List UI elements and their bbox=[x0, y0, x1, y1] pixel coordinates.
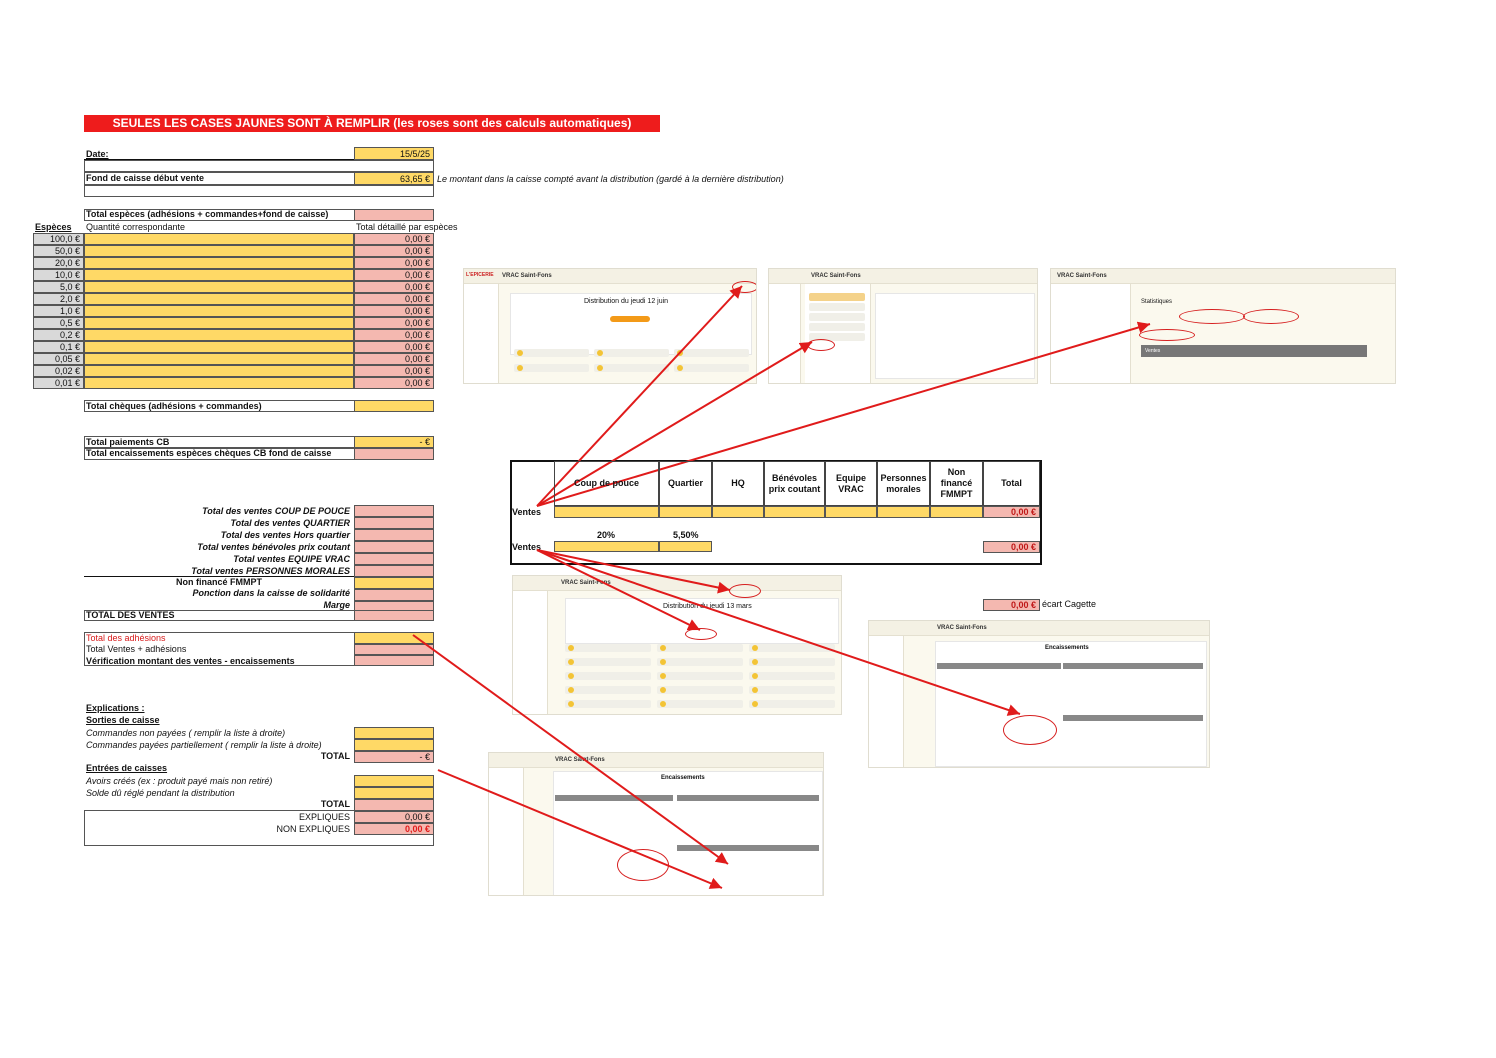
screenshot-heading: Distribution du jeudi 12 juin bbox=[584, 298, 669, 305]
denom-label: 5,0 € bbox=[33, 281, 84, 293]
ventes-row2-label: Ventes bbox=[512, 542, 542, 552]
denom-total: 0,00 € bbox=[354, 365, 434, 377]
screenshot-title: VRAC Saint-Fons bbox=[1051, 269, 1395, 284]
ventes-table-header: Quartier bbox=[659, 461, 712, 506]
non-expliques-value: 0,00 € bbox=[354, 823, 434, 835]
encaissements-heading: Encaissements bbox=[661, 775, 705, 781]
total-ventes-label: TOTAL DES VENTES bbox=[86, 610, 175, 620]
ventes-table-header: Coup de pouce bbox=[554, 461, 659, 506]
ventes-label: Total ventes PERSONNES MORALES bbox=[191, 566, 350, 576]
denom-total: 0,00 € bbox=[354, 317, 434, 329]
denom-label: 0,2 € bbox=[33, 329, 84, 341]
denom-label: 1,0 € bbox=[33, 305, 84, 317]
denom-qty-input[interactable] bbox=[84, 341, 354, 353]
ventes-row1-input[interactable] bbox=[712, 506, 764, 518]
ventes-row1-label: Ventes bbox=[512, 507, 542, 517]
ventes-label: Total des ventes Hors quartier bbox=[220, 530, 350, 540]
total-sorties-label: TOTAL bbox=[320, 751, 350, 761]
denom-total: 0,00 € bbox=[354, 305, 434, 317]
encaissements-heading: Encaissements bbox=[1045, 645, 1089, 651]
encaissements-label: Total encaissements espèces chèques CB fond de caisse bbox=[86, 448, 332, 458]
ventes-table-header: Non financé FMMPT bbox=[930, 461, 983, 506]
explications-title: Explications : bbox=[86, 703, 145, 713]
screenshot-title: VRAC Saint-Fons bbox=[513, 576, 841, 591]
sorties-title: Sorties de caisse bbox=[86, 715, 160, 725]
ponction-label: Ponction dans la caisse de solidarité bbox=[192, 588, 350, 598]
denom-qty-input[interactable] bbox=[84, 245, 354, 257]
denom-qty-input[interactable] bbox=[84, 269, 354, 281]
denom-total: 0,00 € bbox=[354, 269, 434, 281]
denom-qty-input[interactable] bbox=[84, 257, 354, 269]
ventes-row1-input[interactable] bbox=[554, 506, 659, 518]
ventes-table-header: HQ bbox=[712, 461, 764, 506]
total-entrees-label: TOTAL bbox=[320, 799, 350, 809]
denom-qty-input[interactable] bbox=[84, 305, 354, 317]
non-expliques-label: NON EXPLIQUES bbox=[276, 824, 350, 834]
ventes-value bbox=[354, 529, 434, 541]
ecart-label: écart Cagette bbox=[1042, 599, 1097, 609]
ventes-row1-input[interactable] bbox=[659, 506, 712, 518]
ventes-table-header: Personnes morales bbox=[877, 461, 930, 506]
ventes-value bbox=[354, 541, 434, 553]
fond-note: Le montant dans la caisse compté avant la distribution (gardé à la dernière distribution) bbox=[437, 174, 784, 184]
arrow bbox=[537, 550, 730, 590]
denom-label: 0,5 € bbox=[33, 317, 84, 329]
ventes-label: Total des ventes QUARTIER bbox=[230, 518, 350, 528]
expliques-label: EXPLIQUES bbox=[298, 812, 350, 822]
denom-total: 0,00 € bbox=[354, 257, 434, 269]
arrow bbox=[413, 635, 728, 864]
arrow bbox=[537, 550, 700, 630]
denom-total: 0,00 € bbox=[354, 281, 434, 293]
denom-total: 0,00 € bbox=[354, 341, 434, 353]
cb-label: Total paiements CB bbox=[86, 437, 170, 447]
ventes-row1-input[interactable] bbox=[877, 506, 930, 518]
instructions-banner: SEULES LES CASES JAUNES SONT À REMPLIR (les roses sont des calculs automatiques) bbox=[84, 115, 660, 132]
col-total-header: Total détaillé par espèces bbox=[356, 222, 458, 232]
ventes-value bbox=[354, 505, 434, 517]
cb-input[interactable]: - € bbox=[354, 436, 434, 448]
col-qty-header: Quantité correspondante bbox=[86, 222, 186, 232]
marge-label: Marge bbox=[323, 600, 350, 610]
denom-qty-input[interactable] bbox=[84, 293, 354, 305]
ventes-value bbox=[354, 517, 434, 529]
fond-input[interactable]: 63,65 € bbox=[354, 172, 434, 185]
denom-total: 0,00 € bbox=[354, 245, 434, 257]
screenshot-title: VRAC Saint-Fons bbox=[769, 269, 1037, 284]
total-adhesions-label: Total des adhésions bbox=[86, 633, 166, 643]
denom-qty-input[interactable] bbox=[84, 365, 354, 377]
denom-label: 0,05 € bbox=[33, 353, 84, 365]
non-finance-label: Non financé FMMPT bbox=[176, 577, 262, 587]
ventes-row1-input[interactable] bbox=[825, 506, 877, 518]
screenshot-title: VRAC Saint-Fons bbox=[869, 621, 1209, 636]
screenshot-heading: Distribution du jeudi 13 mars bbox=[663, 603, 752, 610]
entrees-item: Avoirs créés (ex : produit payé mais non retiré) bbox=[86, 776, 273, 786]
denom-label: 0,1 € bbox=[33, 341, 84, 353]
sorties-item: Commandes non payées ( remplir la liste à droite) bbox=[86, 728, 286, 738]
denom-total: 0,00 € bbox=[354, 377, 434, 389]
denom-total: 0,00 € bbox=[354, 353, 434, 365]
denom-label: 10,0 € bbox=[33, 269, 84, 281]
denom-qty-input[interactable] bbox=[84, 377, 354, 389]
cheques-label: Total chèques (adhésions + commandes) bbox=[86, 401, 262, 411]
denom-qty-input[interactable] bbox=[84, 353, 354, 365]
date-input[interactable]: 15/5/25 bbox=[354, 147, 434, 160]
denom-qty-input[interactable] bbox=[84, 281, 354, 293]
ventes-table-header: Total bbox=[983, 461, 1040, 506]
ventes-label: Total ventes bénévoles prix coutant bbox=[197, 542, 350, 552]
pct-coup-de-pouce: 20% bbox=[597, 530, 616, 540]
ventes-row1-input[interactable] bbox=[764, 506, 825, 518]
entrees-item: Solde dû réglé pendant la distribution bbox=[86, 788, 235, 798]
denom-total: 0,00 € bbox=[354, 293, 434, 305]
ventes-value bbox=[354, 553, 434, 565]
total-especes-label: Total espèces (adhésions + commandes+fond de caisse) bbox=[86, 209, 329, 219]
denom-total: 0,00 € bbox=[354, 329, 434, 341]
denom-label: 0,02 € bbox=[33, 365, 84, 377]
stats-heading: Statistiques bbox=[1141, 299, 1173, 305]
ventes-table-header: Bénévoles prix coutant bbox=[764, 461, 825, 506]
logo: L'EPICERIE bbox=[466, 272, 494, 278]
expliques-value: 0,00 € bbox=[354, 811, 434, 823]
fond-label: Fond de caisse début vente bbox=[86, 173, 205, 183]
arrow bbox=[537, 550, 1020, 714]
ventes-row1-total: 0,00 € bbox=[983, 506, 1040, 518]
ventes-label: Total des ventes COUP DE POUCE bbox=[202, 506, 350, 516]
screenshot-title: VRAC Saint-Fons bbox=[489, 753, 823, 768]
date-label: Date: bbox=[86, 149, 109, 159]
ventes-row2-total: 0,00 € bbox=[983, 541, 1040, 553]
denom-qty-input[interactable] bbox=[84, 329, 354, 341]
denom-qty-input[interactable] bbox=[84, 317, 354, 329]
denom-total: 0,00 € bbox=[354, 233, 434, 245]
sorties-item: Commandes payées partiellement ( remplir la liste à droite) bbox=[86, 740, 322, 750]
ventes-row1-input[interactable] bbox=[930, 506, 983, 518]
denom-label: 50,0 € bbox=[33, 245, 84, 257]
denom-label: 0,01 € bbox=[33, 377, 84, 389]
ventes-label: Total ventes EQUIPE VRAC bbox=[233, 554, 350, 564]
denom-label: 100,0 € bbox=[33, 233, 84, 245]
entrees-title: Entrées de caisses bbox=[86, 763, 168, 773]
screenshot-title: VRAC Saint-Fons bbox=[464, 269, 756, 284]
denom-label: 20,0 € bbox=[33, 257, 84, 269]
stats-ventes-header: Ventes bbox=[1141, 345, 1367, 357]
especes-header: Espèces bbox=[35, 222, 72, 232]
verification-label: Vérification montant des ventes - encaissements bbox=[86, 656, 295, 666]
pct-quartier: 5,50% bbox=[673, 530, 699, 540]
ecart-value: 0,00 € bbox=[983, 599, 1040, 611]
total-sorties-value: - € bbox=[354, 751, 434, 763]
ventes-table-header: Equipe VRAC bbox=[825, 461, 877, 506]
ventes-value bbox=[354, 565, 434, 577]
denom-qty-input[interactable] bbox=[84, 233, 354, 245]
total-ventes-adh-label: Total Ventes + adhésions bbox=[86, 644, 187, 654]
denom-label: 2,0 € bbox=[33, 293, 84, 305]
